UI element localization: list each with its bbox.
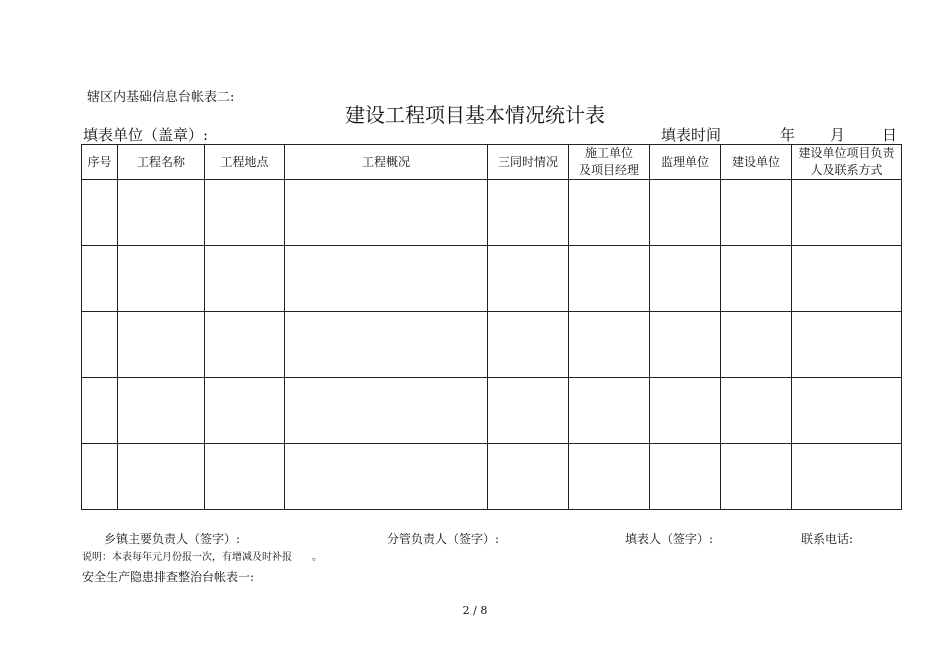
col-header-project-overview: 工程概况: [285, 145, 488, 180]
table-subtitle: 辖区内基础信息台帐表二:: [87, 90, 235, 105]
dept-head-signature-label: 分管负责人（签字）:: [387, 532, 500, 546]
col-header-three-simultaneity: 三同时情况: [488, 145, 569, 180]
page-title: 建设工程项目基本情况统计表: [345, 103, 605, 127]
col-header-developer: 建设单位: [721, 145, 792, 180]
table-row: [82, 444, 902, 510]
contact-phone-label: 联系电话:: [801, 532, 854, 546]
fill-unit-label: 填表单位（盖章）:: [83, 126, 209, 144]
col-header-index: 序号: [82, 145, 118, 180]
table-row: [82, 312, 902, 378]
fill-time-label: 填表时间: [661, 126, 722, 144]
table-row: [82, 246, 902, 312]
col-header-developer-contact: 建设单位项目负责 人及联系方式: [792, 145, 902, 180]
date-year-label: 年: [780, 126, 796, 144]
note-text: 说明：本表每年元月份报一次，有增减及时补报 。: [82, 552, 322, 563]
table-header-row: [82, 145, 902, 180]
table-row: [82, 180, 902, 246]
page-indicator: 2 / 8: [462, 604, 488, 617]
col-header-supervisor: 监理单位: [650, 145, 721, 180]
date-month-label: 月: [830, 126, 846, 144]
next-table-title: 安全生产隐患排查整治台帐表一:: [82, 570, 255, 584]
col-header-contractor: 施工单位 及项目经理: [569, 145, 650, 180]
town-head-signature-label: 乡镇主要负责人（签字）:: [104, 532, 241, 546]
table-row: [82, 378, 902, 444]
project-statistics-table: [81, 144, 902, 510]
col-header-project-location: 工程地点: [205, 145, 285, 180]
date-day-label: 日: [882, 126, 898, 144]
col-header-project-name: 工程名称: [118, 145, 205, 180]
filler-signature-label: 填表人（签字）:: [625, 532, 714, 546]
